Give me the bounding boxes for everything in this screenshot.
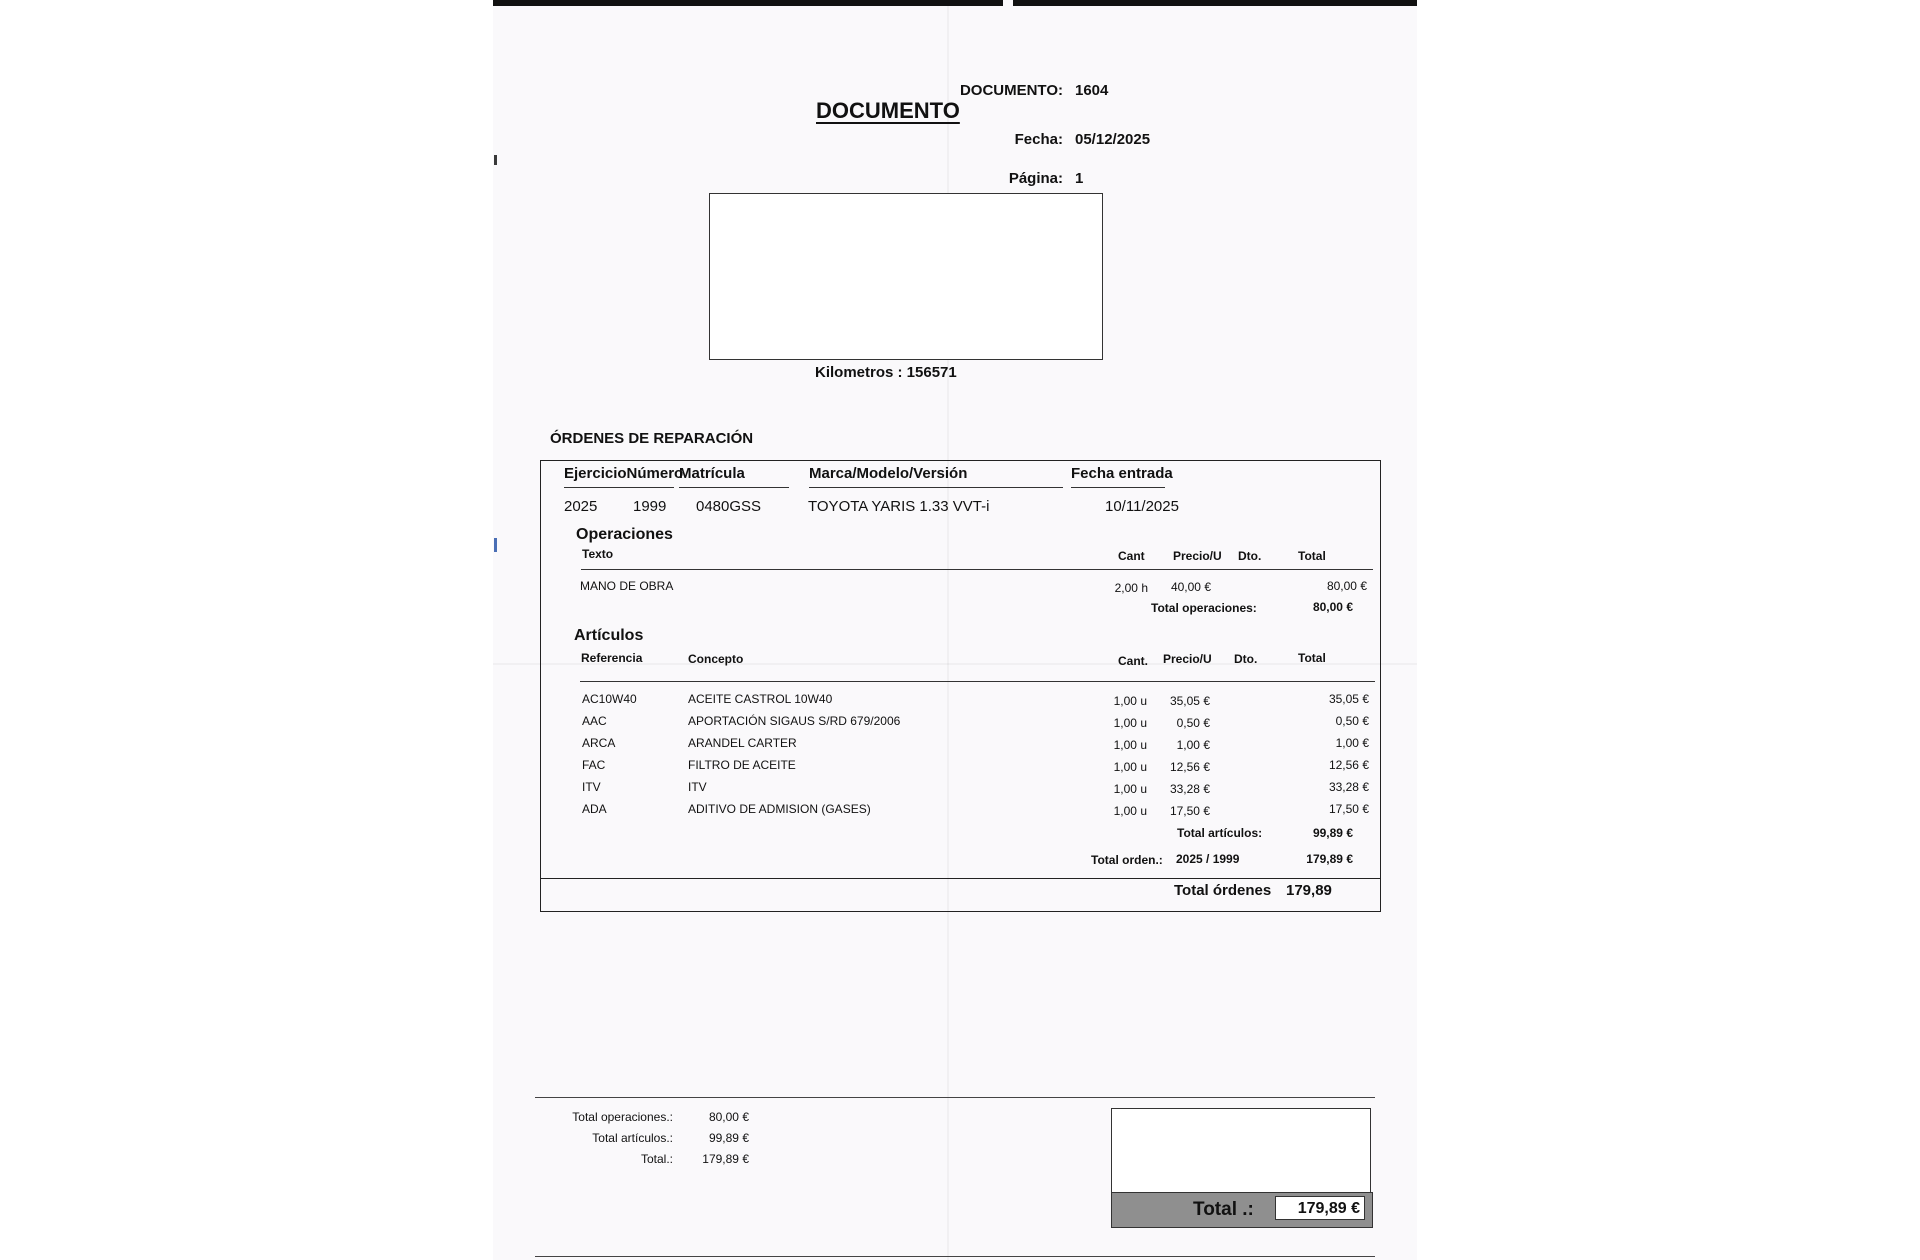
art-total: 35,05 € [1328,692,1369,706]
date-label: Fecha: [1014,131,1063,148]
art-total: 12,56 € [1328,758,1369,772]
summary-value: 80,00 € [708,1110,749,1124]
art-concepto: ARANDEL CARTER [688,736,797,750]
col-ejercicio-numero: EjercicioNúmero [564,465,684,482]
art-total: 17,50 € [1328,802,1369,816]
op-row-texto: MANO DE OBRA [580,579,674,593]
summary-value: 179,89 € [702,1152,749,1166]
col-matricula: Matrícula [679,465,745,482]
summary-label: Total artículos.: [592,1131,673,1145]
art-cant: 1,00 u [1113,760,1147,774]
section-title: ÓRDENES DE REPARACIÓN [550,430,754,447]
art-concepto: ITV [688,780,707,794]
total-ordenes-label: Total órdenes [1174,882,1272,899]
orden-matricula: 0480GSS [696,498,762,515]
edge-mark [494,155,497,165]
header-underline [679,487,789,488]
operaciones-header-line [581,569,1373,570]
orden-fecha-entrada: 10/11/2025 [1105,498,1179,515]
op-row-precio: 40,00 € [1170,580,1211,594]
address-box-redacted [709,193,1103,360]
art-precio: 35,05 € [1169,694,1210,708]
op-row-total: 80,00 € [1326,579,1367,593]
art-col-concepto: Concepto [688,652,744,666]
art-concepto: FILTRO DE ACEITE [688,758,796,772]
art-cant: 1,00 u [1113,782,1147,796]
edge-mark [494,538,497,552]
art-total: 0,50 € [1335,714,1369,728]
art-precio: 12,56 € [1169,760,1210,774]
header-underline [809,487,1063,488]
art-ref: ITV [582,780,601,794]
total-articulos-value: 99,89 € [1312,826,1353,840]
summary-label: Total operaciones.: [572,1110,673,1124]
date-value: 05/12/2025 [1075,131,1151,148]
page-label: Página: [1008,170,1063,187]
articulos-title: Artículos [574,627,644,644]
art-col-referencia: Referencia [581,651,643,665]
art-cant: 1,00 u [1113,738,1147,752]
col-vehiculo: Marca/Modelo/Versión [809,465,968,482]
art-ref: FAC [582,758,606,772]
articulos-header-line [580,681,1375,682]
art-precio: 17,50 € [1169,804,1210,818]
grand-total-label: Total .: [1193,1199,1254,1220]
orden-vehiculo: TOYOTA YARIS 1.33 VVT-i [808,498,990,515]
orden-numero: 1999 [633,498,667,515]
summary-label: Total.: [640,1152,673,1166]
art-precio: 1,00 € [1176,738,1210,752]
art-concepto: ACEITE CASTROL 10W40 [688,692,833,706]
art-cant: 1,00 u [1113,716,1147,730]
summary-value: 99,89 € [708,1131,749,1145]
total-operaciones-label: Total operaciones: [1151,601,1257,615]
kilometers: Kilometros : 156571 [815,364,957,381]
op-col-total: Total [1298,549,1326,563]
art-concepto: ADITIVO DE ADMISION (GASES) [688,802,871,816]
frame-separator [540,878,1381,879]
total-operaciones-value: 80,00 € [1312,600,1353,614]
scan-edge-top-left [493,0,1003,6]
art-col-dto: Dto. [1234,652,1258,666]
document-number-label: DOCUMENTO: [959,82,1063,99]
header-underline [1071,487,1165,488]
col-fecha-entrada: Fecha entrada [1071,465,1173,482]
art-concepto: APORTACIÓN SIGAUS S/RD 679/2006 [688,714,901,728]
grand-total-value: 179,89 € [1275,1196,1365,1220]
art-cant: 1,00 u [1113,694,1147,708]
total-ordenes-value: 179,89 [1286,882,1332,899]
art-col-cant: Cant. [1118,654,1148,668]
header-underline [564,487,674,488]
op-col-texto: Texto [582,547,614,561]
op-col-dto: Dto. [1238,549,1262,563]
document-number: 1604 [1075,82,1109,99]
totals-bottom-line [535,1256,1375,1257]
art-ref: AAC [582,714,607,728]
total-articulos-label: Total artículos: [1177,826,1263,840]
art-ref: AC10W40 [582,692,637,706]
document-title: DOCUMENTO [816,98,960,123]
totals-top-line [535,1097,1375,1098]
total-orden-ref: 2025 / 1999 [1176,852,1240,866]
op-row-cant: 2,00 h [1114,581,1148,595]
art-ref: ADA [582,802,607,816]
op-col-precio: Precio/U [1173,549,1222,563]
art-ref: ARCA [582,736,616,750]
page-number: 1 [1075,170,1084,187]
art-col-precio: Precio/U [1163,652,1212,666]
total-orden-value: 179,89 € [1306,852,1353,866]
art-cant: 1,00 u [1113,804,1147,818]
art-precio: 0,50 € [1176,716,1210,730]
art-total: 33,28 € [1328,780,1369,794]
operaciones-title: Operaciones [576,526,673,543]
scan-edge-top-right [1013,0,1417,6]
op-col-cant: Cant [1118,549,1145,563]
art-total: 1,00 € [1335,736,1369,750]
art-col-total: Total [1298,651,1326,665]
document-page [493,0,1417,1260]
total-orden-label: Total orden.: [1091,853,1163,867]
orden-ejercicio: 2025 [564,498,598,515]
art-precio: 33,28 € [1169,782,1210,796]
